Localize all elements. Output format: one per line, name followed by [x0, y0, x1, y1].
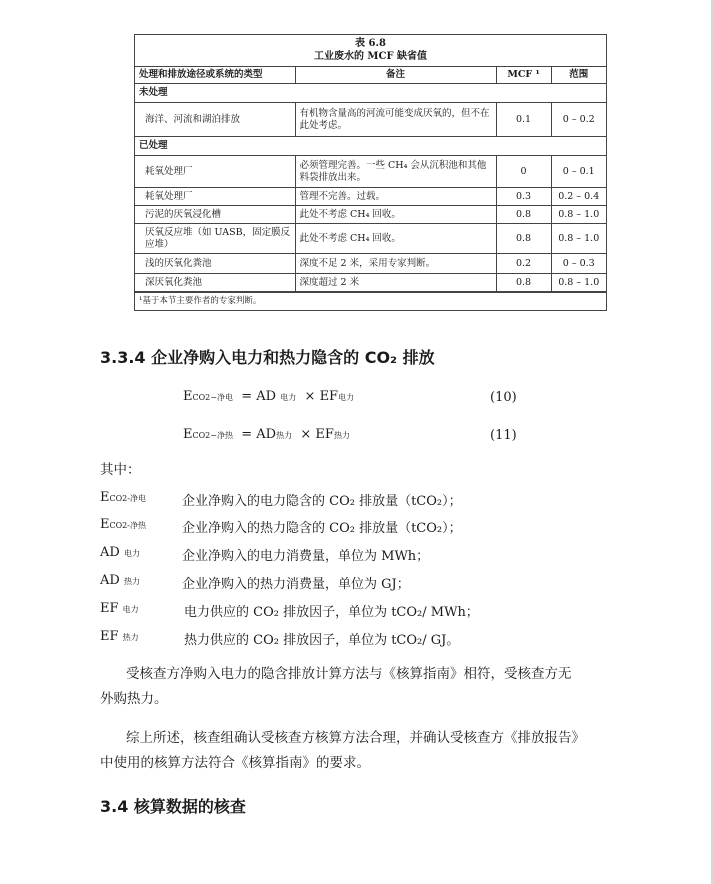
definition-row [100, 573, 660, 593]
cell-note: 此处不考虑 CH₄ 回收。 [295, 224, 496, 254]
eq-subscript: 热力 [333, 431, 350, 440]
cell-mcf: 0.3 [496, 188, 551, 206]
def-description: 企业净购入的电力消费量，单位为 MWh； [182, 549, 430, 564]
def-description: 企业净购入的热力隐含的 CO₂ 排放量（tCO₂）； [182, 521, 462, 536]
table-row [135, 103, 606, 137]
cell-range: 0 – 0.2 [551, 103, 606, 137]
table-title: 表 6.8 [355, 38, 386, 49]
def-description: 企业净购入的电力隐含的 CO₂ 排放量（tCO₂）； [182, 494, 462, 509]
cell-range: 0.2 – 0.4 [551, 188, 606, 206]
def-description: 电力供应的 CO₂ 排放因子，单位为 tCO₂/ MWh； [184, 605, 479, 620]
cell-note: 必须管理完善。一些 CH₄ 会从沉积池和其他料袋排放出来。 [295, 156, 496, 188]
group-name: 已处理 [135, 137, 606, 156]
cell-range: 0.8 – 1.0 [551, 224, 606, 254]
cell-mcf: 0.8 [496, 274, 551, 292]
definition-row [100, 601, 660, 621]
cell-type: 耗氧处理厂 [135, 188, 295, 206]
table-header-row [135, 67, 606, 84]
eq-symbol: EF [319, 389, 339, 404]
def-symbol: EF 电力 [100, 601, 139, 616]
table-row [135, 254, 606, 274]
eq-times: × [296, 427, 316, 442]
cell-mcf: 0.8 [496, 206, 551, 224]
definition-row [100, 545, 660, 565]
table-row [135, 188, 606, 206]
equation-11 [183, 427, 350, 442]
cell-mcf: 0.1 [496, 103, 551, 137]
paragraph-line: 综上所述，核查组确认受核查方核算方法合理，并确认受核查方《排放报告》 [126, 730, 585, 746]
cell-note: 有机物含量高的河流可能变成厌氧的，但不在此处考虑。 [295, 103, 496, 137]
eq-subscript: 电力 [280, 393, 297, 402]
cell-range: 0 – 0.1 [551, 156, 606, 188]
header-type: 处理和排放途径或系统的类型 [135, 67, 295, 84]
eq-symbol: AD [256, 427, 277, 442]
cell-type: 厌氧反应堆（如 UASB，固定膜反应堆） [135, 224, 295, 254]
cell-note: 深度超过 2 米 [295, 274, 496, 292]
group-row [135, 137, 606, 156]
cell-type: 污泥的厌氧浸化槽 [135, 206, 295, 224]
cell-range: 0.8 – 1.0 [551, 274, 606, 292]
cell-type: 浅的厌氧化粪池 [135, 254, 295, 274]
cell-type: 深厌氧化粪池 [135, 274, 295, 292]
equation-number-11: (11) [490, 428, 517, 443]
equation-number-10: (10) [490, 390, 517, 405]
paragraph-line: 中使用的核算方法符合《核算指南》的要求。 [100, 755, 370, 771]
group-row [135, 84, 606, 103]
def-description: 企业净购入的热力消费量，单位为 GJ； [182, 577, 410, 592]
where-label: 其中： [100, 462, 141, 478]
section-heading-334: 3.3.4 企业净购入电力和热力隐含的 CO₂ 排放 [100, 348, 435, 367]
eq-subscript: CO2−净热 [192, 431, 233, 440]
def-symbol: EF 热力 [100, 629, 139, 644]
table-row [135, 206, 606, 224]
definition-row [100, 517, 660, 537]
cell-mcf: 0.2 [496, 254, 551, 274]
eq-symbol: EF [315, 427, 334, 442]
table-footnote: ¹基于本节主要作者的专家判断。 [135, 292, 606, 310]
eq-subscript: CO2−净电 [192, 393, 233, 402]
table-row [135, 274, 606, 292]
cell-mcf: 0 [496, 156, 551, 188]
cell-note: 此处不考虑 CH₄ 回收。 [295, 206, 496, 224]
eq-equals: = [237, 427, 257, 442]
def-symbol: ECO2-净热 [100, 517, 146, 532]
table-row [135, 224, 606, 254]
paragraph-line: 外购热力。 [100, 691, 168, 707]
def-symbol: AD 电力 [100, 545, 140, 560]
eq-equals: = [237, 389, 257, 404]
header-mcf: MCF ¹ [496, 67, 551, 84]
eq-subscript: 热力 [276, 431, 293, 440]
def-symbol: AD 热力 [100, 573, 140, 588]
definition-row [100, 629, 660, 649]
header-note: 备注 [295, 67, 496, 84]
section-heading-34: 3.4 核算数据的核查 [100, 797, 246, 816]
definition-row [100, 490, 660, 510]
cell-note: 管理不完善。过载。 [295, 188, 496, 206]
mcf-table [134, 34, 607, 311]
cell-range: 0 – 0.3 [551, 254, 606, 274]
cell-mcf: 0.8 [496, 224, 551, 254]
cell-type: 海洋、河流和湖泊排放 [135, 103, 295, 137]
def-description: 热力供应的 CO₂ 排放因子，单位为 tCO₂/ GJ。 [184, 633, 460, 648]
group-name: 未处理 [135, 84, 606, 103]
eq-times: × [300, 389, 320, 404]
mcf-table-grid [135, 67, 606, 292]
def-symbol: ECO2-净电 [100, 490, 146, 505]
eq-symbol: E [183, 389, 193, 404]
equation-10 [183, 389, 354, 404]
table-subtitle: 工业废水的 MCF 缺省值 [135, 50, 606, 67]
eq-symbol: E [183, 427, 193, 442]
cell-note: 深度不足 2 米，采用专家判断。 [295, 254, 496, 274]
paragraph-line: 受核查方净购入电力的隐含排放计算方法与《核算指南》相符，受核查方无 [126, 666, 572, 682]
header-range: 范围 [551, 67, 606, 84]
table-row [135, 156, 606, 188]
cell-range: 0.8 – 1.0 [551, 206, 606, 224]
cell-type: 耗氧处理厂 [135, 156, 295, 188]
eq-symbol: AD [256, 389, 277, 404]
eq-subscript: 电力 [338, 393, 355, 402]
